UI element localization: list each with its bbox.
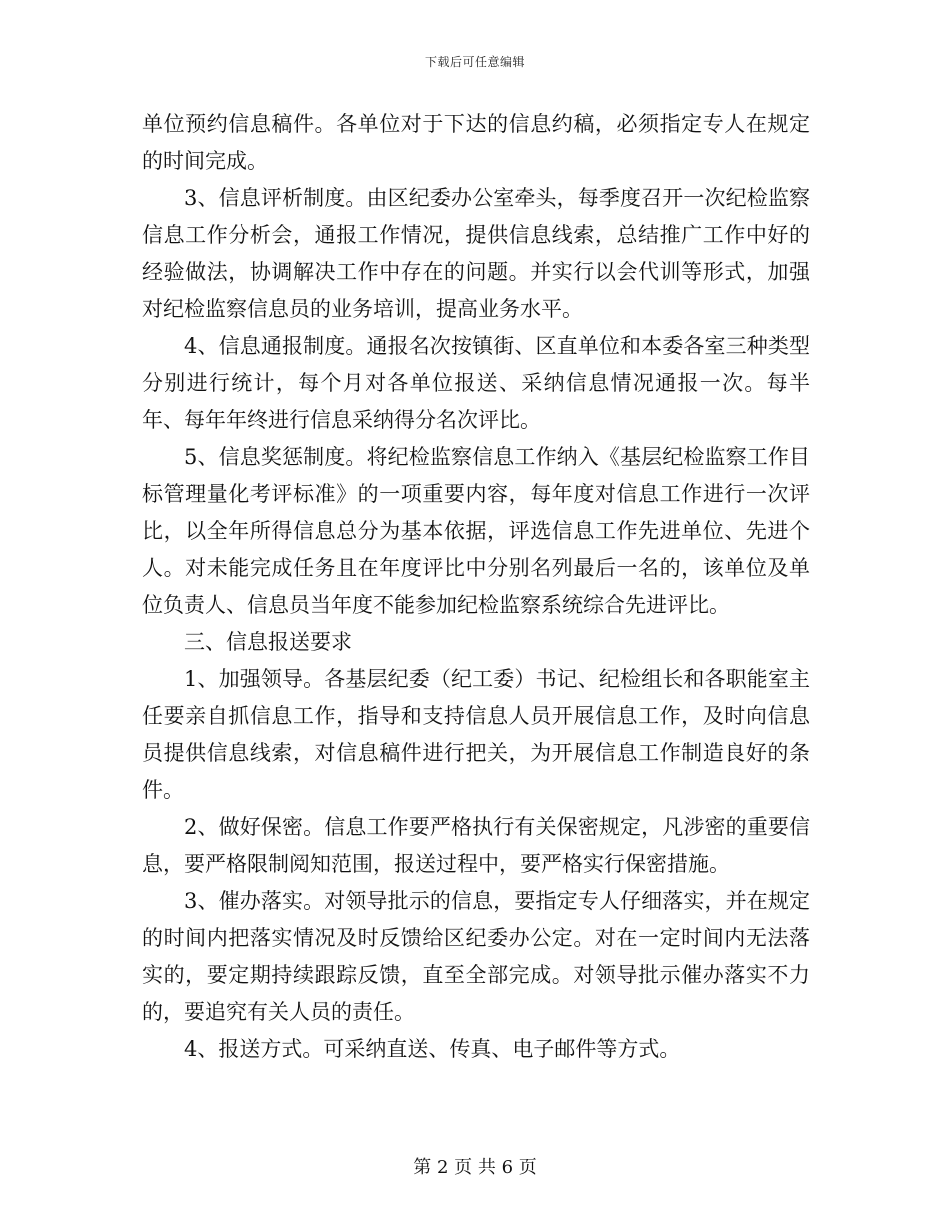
paragraph-reward-penalty-system: 5、信息奖惩制度。将纪检监察信息工作纳入《基层纪检监察工作目标管理量化考评标准》的一项重要内容，每年度对信息工作进行一次评比，以全年所得信息总分为基本依据，评选信息工作先进单位、先进个人。对未能完成任务且在年度评比中分别名列最后一名的，该单位及单位负责人、信息员当年度不能参加纪检监察系统综合先进评比。: [142, 445, 810, 617]
paragraph-follow-up: 3、催办落实。对领导批示的信息，要指定专人仔细落实，并在规定的时间内把落实情况及时反馈给区纪委办公定。对在一定时间内无法落实的，要定期持续跟踪反馈，直至全部完成。对领导批示催办落实不力的，要追究有关人员的责任。: [142, 889, 810, 1024]
document-body: [142, 106, 810, 1068]
paragraph-continuation: 单位预约信息稿件。各单位对于下达的信息约稿，必须指定专人在规定的时间完成。: [142, 112, 810, 173]
paragraph-info-report-system: 4、信息通报制度。通报名次按镇街、区直单位和本委各室三种类型分别进行统计，每个月对各单位报送、采纳信息情况通报一次。每半年、每年年终进行信息采纳得分名次评比。: [142, 334, 810, 432]
page-header: 下载后可任意编辑: [424, 55, 525, 69]
section-heading-submission-requirements: 三、信息报送要求: [184, 630, 352, 654]
paragraph-strengthen-leadership: 1、加强领导。各基层纪委（纪工委）书记、纪检组长和各职能室主任要亲自抓信息工作，指导和支持信息人员开展信息工作，及时向信息员提供信息线索，对信息稿件进行把关，为开展信息工作制造良好的条件。: [142, 667, 810, 802]
paragraph-submission-methods: 4、报送方式。可采纳直送、传真、电子邮件等方式。: [184, 1037, 681, 1061]
paragraph-info-review-system: 3、信息评析制度。由区纪委办公室牵头，每季度召开一次纪检监察信息工作分析会，通报工作情况，提供信息线索，总结推广工作中好的经验做法，协调解决工作中存在的问题。并实行以会代训等形式，加强对纪检监察信息员的业务培训，提高业务水平。: [142, 186, 810, 321]
page-number: 第 2 页 共 6 页: [413, 1157, 537, 1178]
paragraph-confidentiality: 2、做好保密。信息工作要严格执行有关保密规定，凡涉密的重要信息，要严格限制阅知范围，报送过程中，要严格实行保密措施。: [142, 815, 810, 876]
